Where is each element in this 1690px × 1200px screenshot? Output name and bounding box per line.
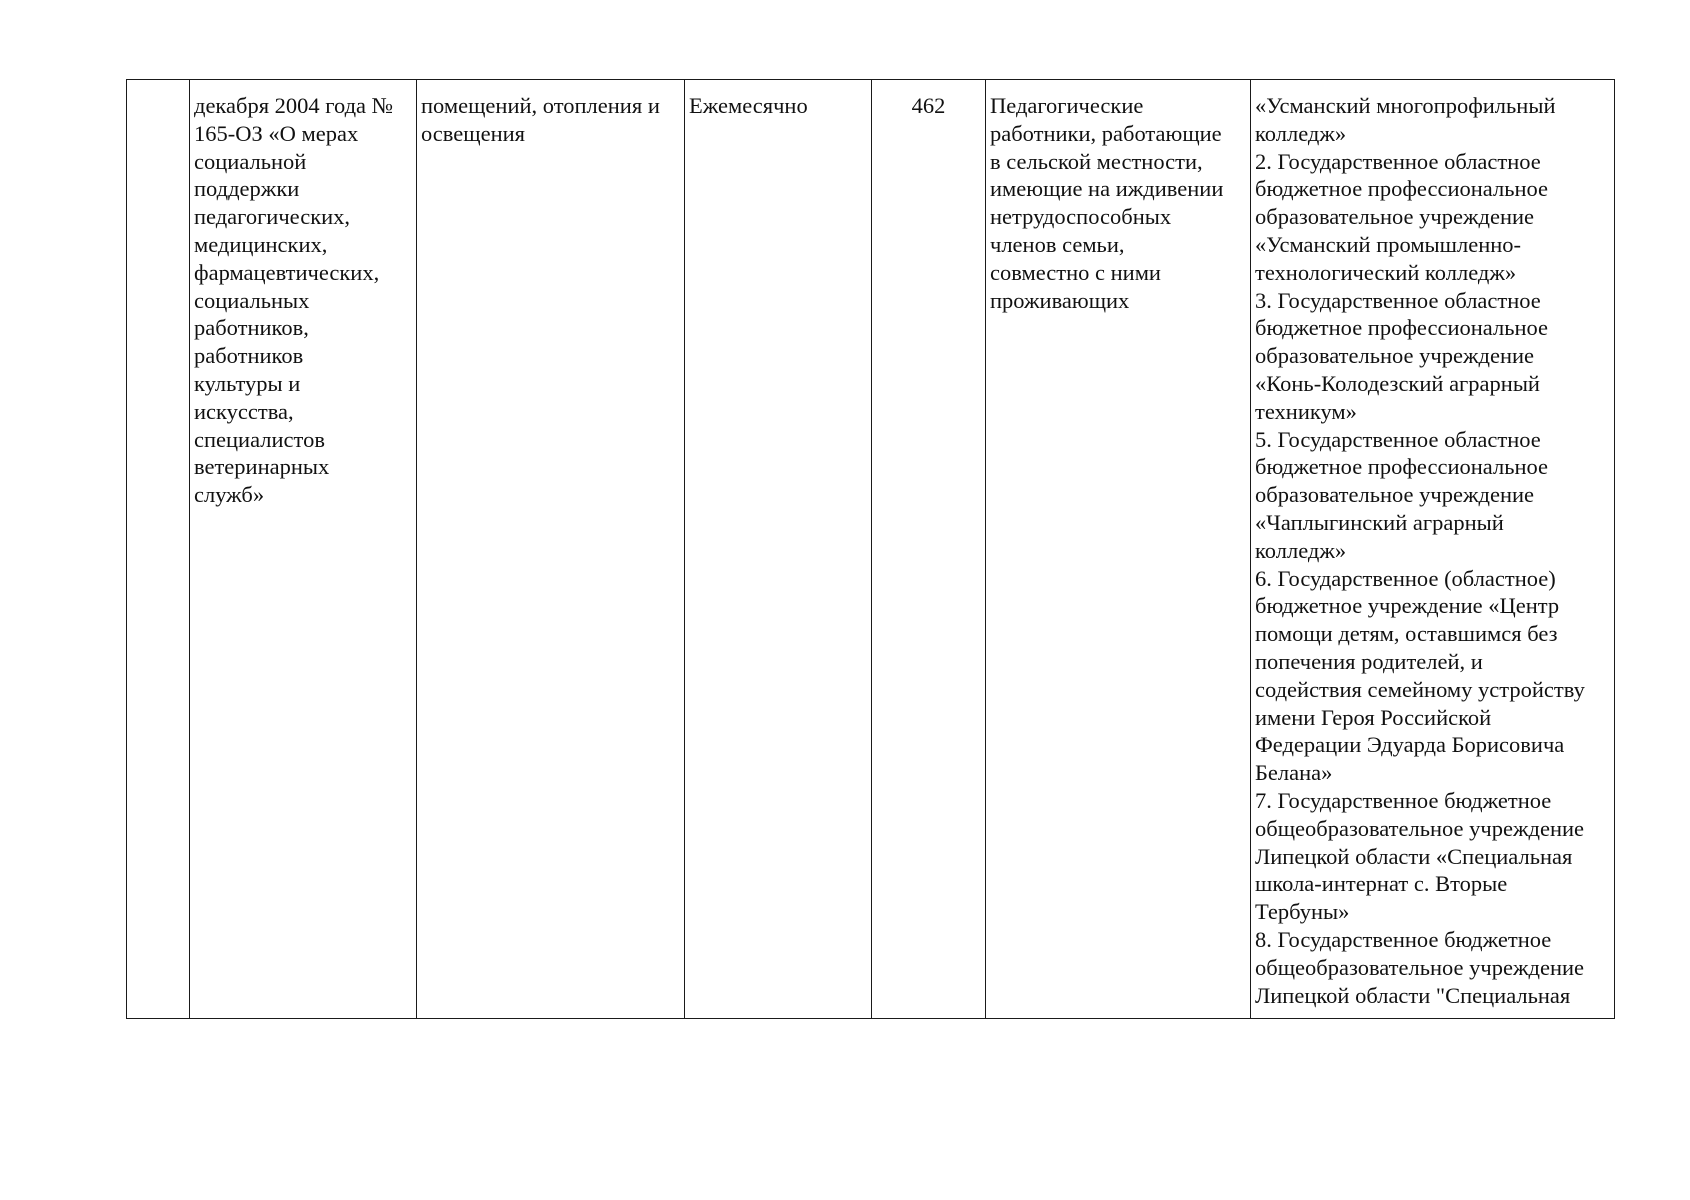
row-number-cell <box>127 80 190 1019</box>
institution-item: 6. Государственное (областное) бюджетное учреждение «Центр помощи детям, оставшимся без попечения родителей, и содействия семейному устройству имени Героя Российской Федерации Эдуарда Борисовича Белана» <box>1255 565 1585 786</box>
frequency-cell <box>685 80 872 1019</box>
recipients-text: Педагогические работники, работающие в сельской местности, имеющие на иждивении нетрудоспособных членов семьи, совместно с ними проживающих <box>990 93 1224 313</box>
institution-item: 3. Государственное областное бюджетное профессиональное образовательное учреждение «Конь-Колодезский аграрный техникум» <box>1255 287 1549 424</box>
institution-item: «Усманский многопрофильный колледж» <box>1255 93 1556 146</box>
institution-item: 5. Государственное областное бюджетное профессиональное образовательное учреждение «Чаплыгинский аграрный колледж» <box>1255 426 1549 563</box>
legal-basis-text: декабря 2004 года № 165-ОЗ «О мерах социальной поддержки педагогических, медицинских, фармацевтических, социальных работников, работников культуры и искусства, специалистов ветеринарных служб» <box>194 93 394 508</box>
recipients-cell <box>986 80 1251 1019</box>
institution-item: 7. Государственное бюджетное общеобразовательное учреждение Липецкой области «Специальная школа-интернат с. Вторые Тербуны» <box>1255 787 1585 925</box>
benefit-type-text: помещений, отопления и освещения <box>421 93 660 146</box>
frequency-text: Ежемесячно <box>689 93 808 118</box>
amount-cell <box>872 80 986 1019</box>
benefits-table <box>126 79 1615 1019</box>
institutions-cell <box>1251 80 1615 1019</box>
institution-item: 2. Государственное областное бюджетное профессиональное образовательное учреждение «Усманский промышленно- технологический колледж» <box>1255 148 1549 285</box>
institution-item: 8. Государственное бюджетное общеобразовательное учреждение Липецкой области "Специальная <box>1255 926 1585 1008</box>
amount-text: 462 <box>911 93 946 118</box>
benefit-type-cell <box>417 80 685 1019</box>
table-row <box>127 80 1615 1019</box>
legal-basis-cell <box>190 80 417 1019</box>
